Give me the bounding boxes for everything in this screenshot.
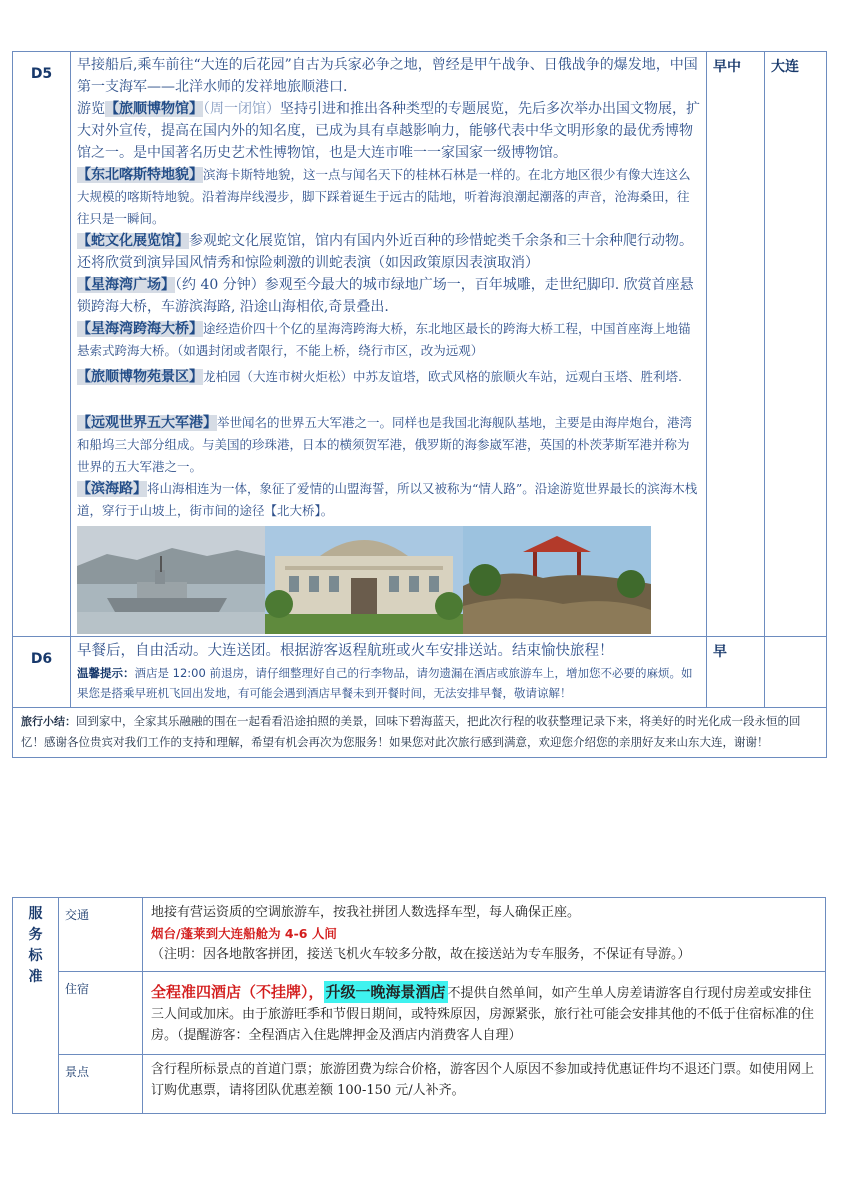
tips-paragraph: 温馨提示：酒店是 12:00 前退房，请仔细整理好自己的行李物品，请勿遗漏在酒店或旅游车上，增加您不必要的麻烦。如果您是搭乘早班机飞回出发地，有可能会遇到酒店早餐未到开餐时间，无法安排早餐，敬请谅解！ — [77, 666, 693, 700]
ports-paragraph: 【远观世界五大军港】举世闻名的世界五大军港之一。同样也是我国北海舰队基地，主要是由海岸炮台，港湾和船坞三大部分组成。与美国的珍珠港，日本的横须贺军港，俄罗斯的海参崴军港，英国的朴茨茅斯军港并称为世界的五大军港之一。 — [77, 415, 693, 474]
bridge-paragraph: 【星海湾跨海大桥】途经造价四十个亿的星海湾跨海大桥，东北地区最长的跨海大桥工程，中国首座海上地锚悬索式跨海大桥。（如遇封闭或者限行，不能上桥，绕行市区，改为远观） — [77, 321, 691, 358]
meal-label: 早中 — [707, 52, 765, 637]
museum-tag: 【旅顺博物馆】 — [105, 101, 203, 117]
day-content — [71, 52, 707, 637]
service-row-sight — [13, 1055, 826, 1114]
sight-text: 含行程所标景点的首道门票；旅游团费为综合价格，游客因个人原因不参加或持优惠证件均不退还门票。如使用网上订购优惠票，请将团队优惠差额 100-150 元/人补齐。 — [143, 1055, 826, 1114]
karst-tag: 【东北喀斯特地貌】 — [77, 167, 203, 183]
meal-label: 早 — [707, 637, 765, 708]
snake-paragraph: 【蛇文化展览馆】参观蛇文化展览馆，馆内有国内外近百种的珍惜蛇类千余条和三十余种爬行动物。还将欣赏到演异国风情秀和惊险刺激的训蛇表演（如因政策原因表演取消） — [77, 233, 693, 271]
sight-label: 景点 — [59, 1055, 143, 1114]
hotel-text: 全程准四酒店（不挂牌）， 升级一晚海景酒店 不提供自然单间，如产生单人房差请游客自行现付房差或安排住三人间或加床。由于旅游旺季和节假日期间，或特殊原因，房源紧张，旅行社可能会安排其他的不低于住宿标准的住房。（提醒游客：全程酒店入住匙牌押金及酒店内消费客人自理） — [143, 972, 826, 1055]
plaza-paragraph: 【星海湾广场】（约 40 分钟）参观至今最大的城市绿地广场一，百年城雕，走世纪脚印. 欣赏首座悬锁跨海大桥，车游滨海路, 沿途山海相依,奇景叠出. — [77, 277, 694, 315]
scenic-tag: 【旅顺博物苑景区】 — [77, 369, 203, 385]
service-row-transport — [13, 898, 826, 972]
coast-paragraph: 【滨海路】将山海相连为一体，象征了爱情的山盟海誓，所以又被称为“情人路”。沿途游览世界最长的滨海木栈道，穿行于山坡上，街市间的途径【北大桥】。 — [77, 481, 698, 518]
summary-row — [13, 708, 827, 758]
service-row-hotel — [13, 972, 826, 1055]
service-header: 服 务 标 准 — [13, 898, 59, 1114]
snake-tag: 【蛇文化展览馆】 — [77, 233, 189, 249]
summary-label: 旅行小结： — [21, 715, 76, 728]
hotel-label: 住宿 — [59, 972, 143, 1055]
ports-tag: 【远观世界五大军港】 — [77, 415, 217, 431]
hotel-highlight: 升级一晚海景酒店 — [325, 983, 446, 1001]
tip-label: 温馨提示： — [77, 666, 135, 680]
museum-paragraph: 游览【旅顺博物馆】（周一闭馆）坚持引进和推出各种类型的专题展览，先后多次举办出国文物展，扩大对外宣传，提高在国内外的知名度，已成为具有卓越影响力，能够代表中华文明形象的最优秀博物馆之一。是中国著名历史艺术性博物馆，也是大连市唯一一家国家一级博物馆。 — [77, 101, 700, 161]
transport-text: 地接有营运资质的空调旅游车，按我社拼团人数选择车型，每人确保正座。 烟台/蓬莱到大连船舱为 4-6 人间 （注明：因各地散客拼团，接送飞机火车较多分散，故在接送站为专车服务，不保证有导游。） — [143, 898, 826, 972]
summary-cell: 旅行小结：回到家中，全家其乐融融的围在一起看看沿途拍照的美景，回味下碧海蓝天，把此次行程的收获整理记录下来，将美好的时光化成一段永恒的回忆！感谢各位贵宾对我们工作的支持和理解，希望有机会再次为您服务！如果您对此次旅行感到满意，欢迎您介绍您的亲朋好友来山东大连，谢谢！ — [13, 708, 827, 758]
day-label: D6 — [13, 637, 71, 708]
day-label: D5 — [13, 52, 71, 637]
warship-photo — [77, 526, 265, 634]
stay-label: 大连 — [765, 52, 827, 637]
d6-main-text: 早餐后，自由活动。大连送团。根据游客返程航班或火车安排送站。结束愉快旅程！ — [77, 643, 614, 659]
day-content — [71, 637, 707, 708]
museum-photo — [265, 526, 463, 634]
itinerary-table — [12, 51, 827, 758]
service-table — [12, 897, 826, 1114]
day-row-d5 — [13, 52, 827, 637]
photo-strip — [77, 526, 700, 634]
pavilion-photo — [463, 526, 651, 634]
intro-text: 早接船后,乘车前往“大连的后花园”自古为兵家必争之地，曾经是甲午战争、日俄战争的爆发地，中国第一支海军——北洋水师的发祥地旅顺港口. — [77, 57, 698, 95]
scenic-paragraph: 【旅顺博物苑景区】龙柏园（大连市树火炬松）中苏友谊塔，欧式风格的旅顺火车站，远观白玉塔、胜利塔. — [77, 369, 682, 385]
day-row-d6 — [13, 637, 827, 708]
coast-tag: 【滨海路】 — [77, 481, 147, 497]
plaza-tag: 【星海湾广场】 — [77, 277, 175, 293]
bridge-tag: 【星海湾跨海大桥】 — [77, 321, 203, 337]
karst-paragraph: 【东北喀斯特地貌】滨海卡斯特地貌，这一点与闻名天下的桂林石林是一样的。在北方地区很少有像大连这么大规模的喀斯特地貌。沿着海岸线漫步，脚下踩着诞生于远古的陆地，听着海浪潮起潮落的声音，沧海桑田，往往只是一瞬间。 — [77, 167, 691, 226]
transport-label: 交通 — [59, 898, 143, 972]
